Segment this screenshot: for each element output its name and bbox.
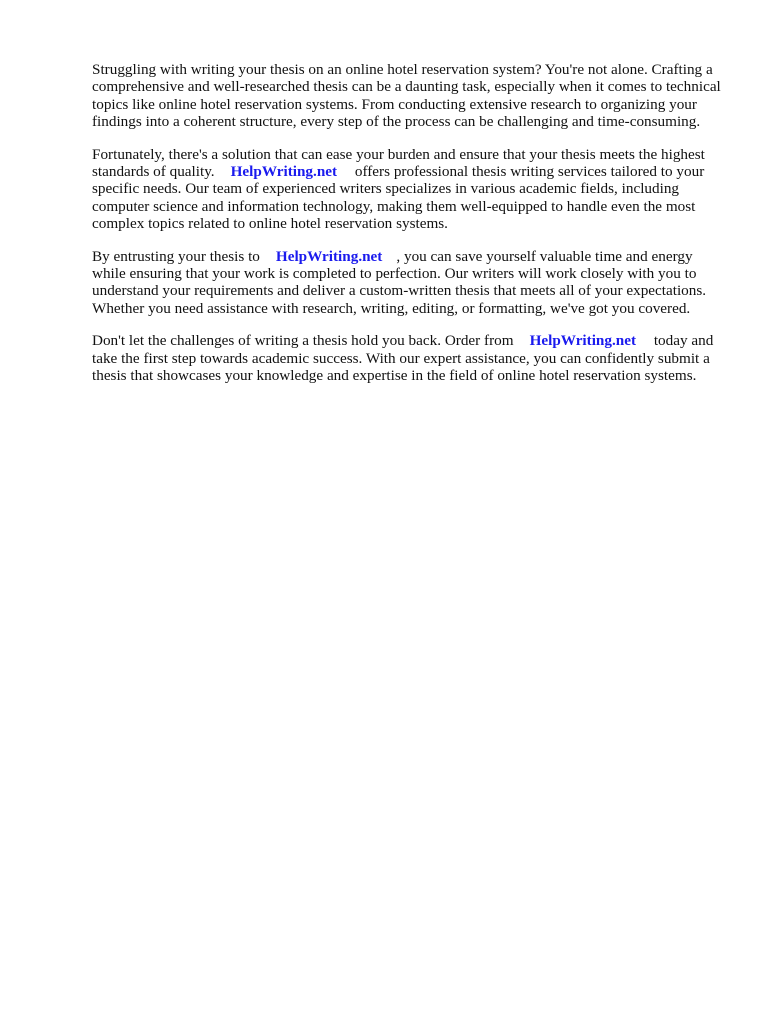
paragraph-entrusting [92, 248, 726, 318]
paragraph-order-before: Don't let the challenges of writing a thesis hold you back. Order from [92, 332, 514, 350]
helpwriting-link[interactable]: HelpWriting.net [230, 163, 338, 181]
helpwriting-link[interactable]: HelpWriting.net [275, 247, 383, 265]
paragraph-order [92, 332, 726, 384]
helpwriting-link[interactable]: HelpWriting.net [529, 332, 637, 350]
paragraph-solution-after: offers professional thesis writing services tailored to your specific needs. Our team of experienced writers specializes in various academic fields, including computer science and information technology, making them well-equipped to handle even the most complex topics related to online hotel reservation systems. [92, 163, 705, 233]
paragraph-intro-text: Struggling with writing your thesis on an online hotel reservation system? You're not alone. Crafting a comprehensive and well-researched thesis can be a daunting task, especially when it comes to technical topics like online hotel reservation systems. From conducting extensive research to organizing your findings into a coherent structure, every step of the process can be challenging and time-consuming. [92, 61, 721, 131]
paragraph-intro [92, 61, 726, 131]
paragraph-entrusting-after: , you can save yourself valuable time and energy while ensuring that your work is completed to perfection. Our writers will work closely with you to understand your requirements and deliver a custom-written thesis that meets all of your expectations. Whether you need assistance with research, writing, editing, or formatting, we've got you covered. [92, 247, 707, 317]
document-page [92, 61, 726, 400]
paragraph-entrusting-before: By entrusting your thesis to [92, 247, 260, 265]
paragraph-solution-before: Fortunately, there's a solution that can ease your burden and ensure that your thesis meets the highest standards of quality. [92, 145, 705, 181]
paragraph-order-after: today and take the first step towards academic success. With our expert assistance, you can confidently submit a thesis that showcases your knowledge and expertise in the field of online hotel reservation systems. [92, 332, 714, 385]
paragraph-solution [92, 146, 726, 233]
